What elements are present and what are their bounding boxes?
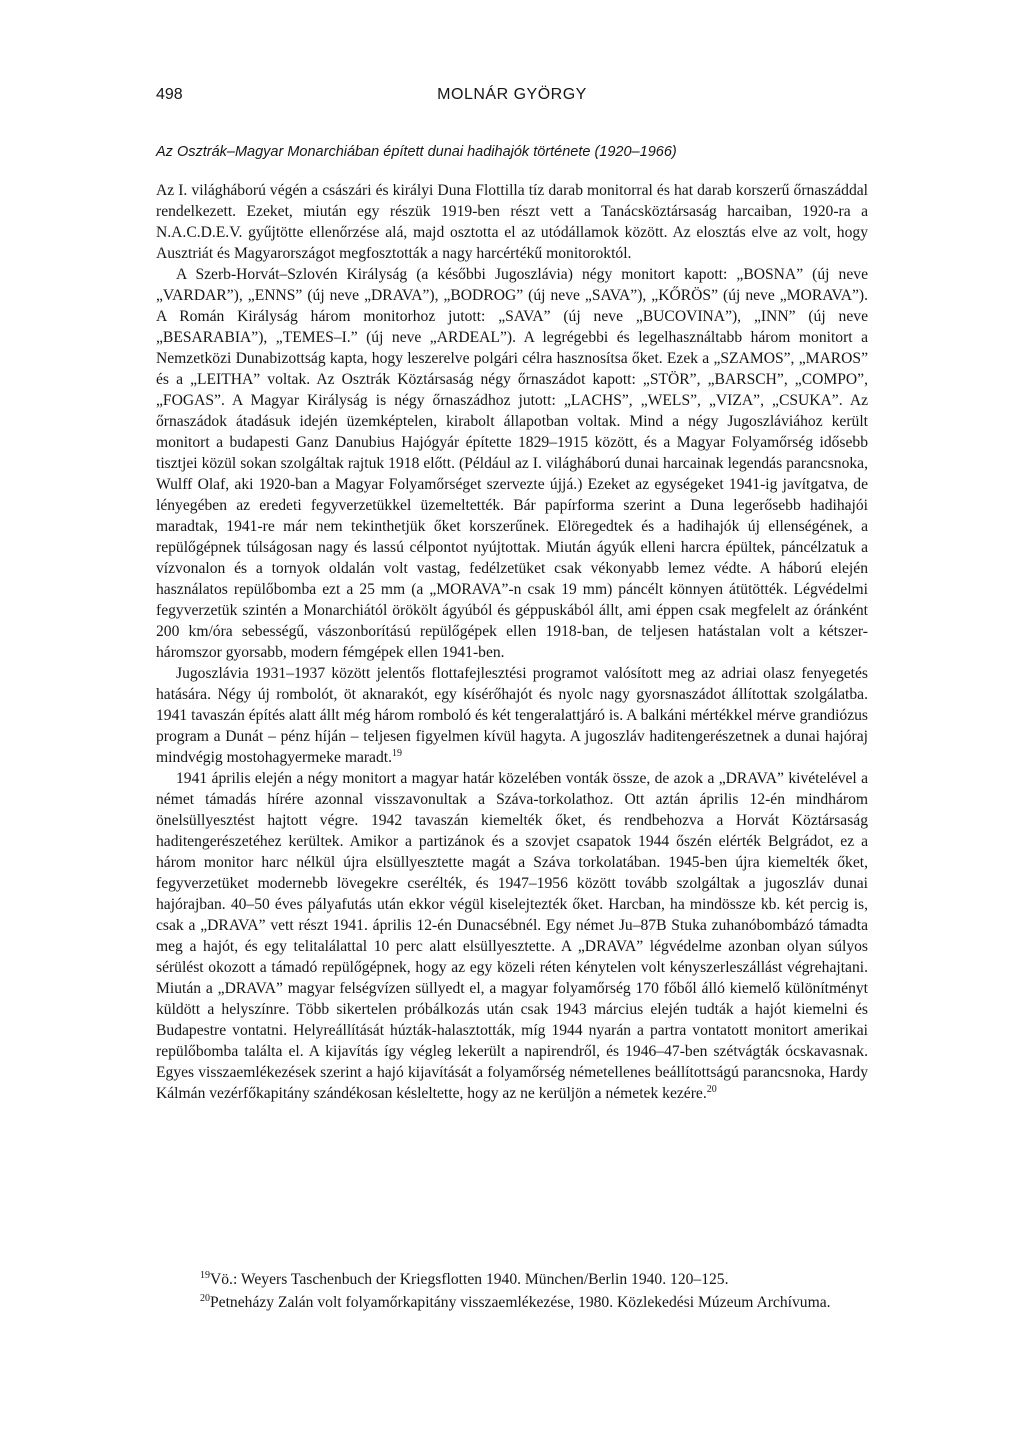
footnotes [156, 1268, 868, 1314]
footnote-text: Vö.: Weyers Taschenbuch der Kriegsflotten 1940. München/Berlin 1940. 120–125. [210, 1271, 729, 1288]
paragraph: Az I. világháború végén a császári és királyi Duna Flottilla tíz darab monitorral és hat darab korszerű őrnaszáddal rendelkezett. Ezeket, miután egy részük 1919-ben részt vett a Tanácsköztársaság harcaiban, 1920-ra a N.A.C.D.E.V. gyűjtötte ellenőrzése alá, majd osztotta el az utódállamok között. Az elosztás elve az volt, hogy Ausztriát és Magyarországot megfosztották a nagy harcértékű monitoroktól. [156, 182, 868, 262]
page-header [156, 86, 868, 110]
footnote-ref: 20 [706, 1083, 717, 1095]
paragraph [156, 663, 868, 768]
footnote-number: 20 [200, 1292, 210, 1304]
footnote [156, 1268, 868, 1291]
footnote-ref: 19 [392, 747, 403, 759]
paragraph [156, 768, 868, 1104]
running-head: MOLNÁR GYÖRGY [437, 86, 587, 103]
footnote-number: 19 [200, 1269, 210, 1281]
paragraph-text: 1941 április elején a négy monitort a magyar határ közelében vonták össze, de azok a „DRAVA” kivételével a német támadás hírére azonnal visszavonultak a Száva-torkolathoz. Ott aztán április 12-én mindhárom önelsüllyesztést hajtott végre. 1942 tavaszán kiemelték őket, és rendbehozva a Horvát Köztársaság haditengerészetéhez kerültek. Amikor a partizánok és a szovjet csapatok 1944 őszén elérték Belgrádot, ez a három monitor harc nélkül újra elsüllyesztette magát a Száva torkolatában. 1945-ben újra kiemelték őket, fegyverzetüket modernebb lövegekre cserélték, és 1947–1956 között tovább szolgáltak a jugoszláv dunai hajórajban. 40–50 éves pályafutás után ekkor végül kiselejtezték őket. Harcban, ha mindössze kb. két percig is, csak a „DRAVA” vett részt 1941. április 12-én Dunacsébnél. Egy német Ju–87B Stuka zuhanóbombázó támadta meg a hajót, és egy telitalálattal 10 perc alatt elsüllyesztette. A „DRAVA” légvédelme azonban olyan súlyos sérülést okozott a támadó repülőgépnek, hogy az egy közeli réten kénytelen volt kényszerleszállást végrehajtani. Miután a „DRAVA” magyar felségvízen süllyedt el, a magyar folyamőrség 170 főből álló kiemelő különítményt küldött a helyszínre. Több sikertelen próbálkozás után csak 1943 március elején tudták a hajót kiemelni és Budapestre vontatni. Helyreállítását húzták-halasztották, míg 1944 nyarán a partra vontatott monitort amerikai repülőbomba találta el. A kijavítás így végleg lekerült a napirendről, és 1946–47-ben szétvágták ócskavasnak. Egyes visszaemlékezések szerint a hajó kijavítását a folyamőrség németellenes beállítottságú parancsnoka, Hardy Kálmán vezérfőkapitány szándékosan késleltette, hogy az ne kerüljön a németek kezére. [156, 770, 868, 1102]
page-number: 498 [156, 86, 183, 103]
article-body [156, 180, 868, 1104]
footnote-text: Petneházy Zalán volt folyamőrkapitány visszaemlékezése, 1980. Közlekedési Múzeum Archívuma. [210, 1294, 831, 1311]
article-title: Az Osztrák–Magyar Monarchiában épített dunai hadihajók története (1920–1966) [156, 144, 677, 160]
paragraph-text: Jugoszlávia 1931–1937 között jelentős flottafejlesztési programot valósított meg az adriai olasz fenyegetés hatására. Négy új rombolót, öt aknarakót, egy kísérőhajót és nyolc nagy gyorsnaszádot állítottak szolgálatba. 1941 tavaszán építés alatt állt még három romboló és két tengeralattjáró is. A balkáni mértékkel mérve grandiózus program a Dunát – pénz híján – teljesen figyelmen kívül hagyta. A jugoszláv haditengerészetnek a dunai hajóraj mindvégig mostohagyermeke maradt. [156, 665, 868, 766]
paragraph: A Szerb-Horvát–Szlovén Királyság (a későbbi Jugoszlávia) négy monitort kapott: „BOSNA” (új neve „VARDAR”), „ENNS” (új neve „DRAVA”), „BODROG” (új neve „SAVA”), „KŐRÖS” (új neve „MORAVA”). A Román Királyság három monitorhoz jutott: „SAVA” (új neve „BUCOVINA”), „INN” (új neve „BESARABIA”), „TEMES–I.” (új neve „ARDEAL”). A legrégebbi és legelhasználtabb három monitort a Nemzetközi Dunabizottság kapta, hogy leszerelve polgári célra hasznosítsa őket. Ezek a „SZAMOS”, „MAROS” és a „LEITHA” voltak. Az Osztrák Köztársaság négy őrnaszádot kapott: „STÖR”, „BARSCH”, „COMPO”, „FOGAS”. A Magyar Királyság is négy őrnaszádhoz jutott: „LACHS”, „WELS”, „VIZA”, „CSUKA”. Az őrnaszádok átadásuk idején üzemképtelen, kirabolt állapotban voltak. Mind a négy Jugoszláviához került monitort a budapesti Ganz Danubius Hajógyár építette 1829–1915 között, és a Magyar Folyamőrség idősebb tisztjei közül sokan szolgáltak rajtuk 1918 előtt. (Például az I. világháború dunai harcainak legendás parancsnoka, Wulff Olaf, aki 1920-ban a Magyar Folyamőrséget szervezte újjá.) Ezeket az egységeket 1941-ig javítgatva, de lényegében az eredeti fegyverzetükkel üzemeltették. Bár papírforma szerint a Duna legerősebb hadihajói maradtak, 1941-re már nem tekinthetjük őket korszerűnek. Elöregedtek és a hadihajók új ellenségének, a repülőgépnek túlságosan nagy és lassú célpontot nyújtottak. Miután ágyúk elleni harcra épültek, páncélzatuk a vízvonalon és a tornyok oldalán volt vastag, fedélzetüket csak vékonyabb lemez védte. A háború elején használatos repülőbomba ezt a 25 mm (a „MORAVA”-n csak 19 mm) páncélt könnyen átütötték. Légvédelmi fegyverzetük szintén a Monarchiától örökölt ágyúból és géppuskából állt, ami éppen csak megfelelt az óránként 200 km/óra sebességű, vászonborítású repülőgépek ellen 1918-ban, de teljesen hatástalan volt a kétszer-háromszor gyorsabb, modern fémgépek ellen 1941-ben. [156, 266, 868, 661]
footnote [156, 1291, 868, 1314]
